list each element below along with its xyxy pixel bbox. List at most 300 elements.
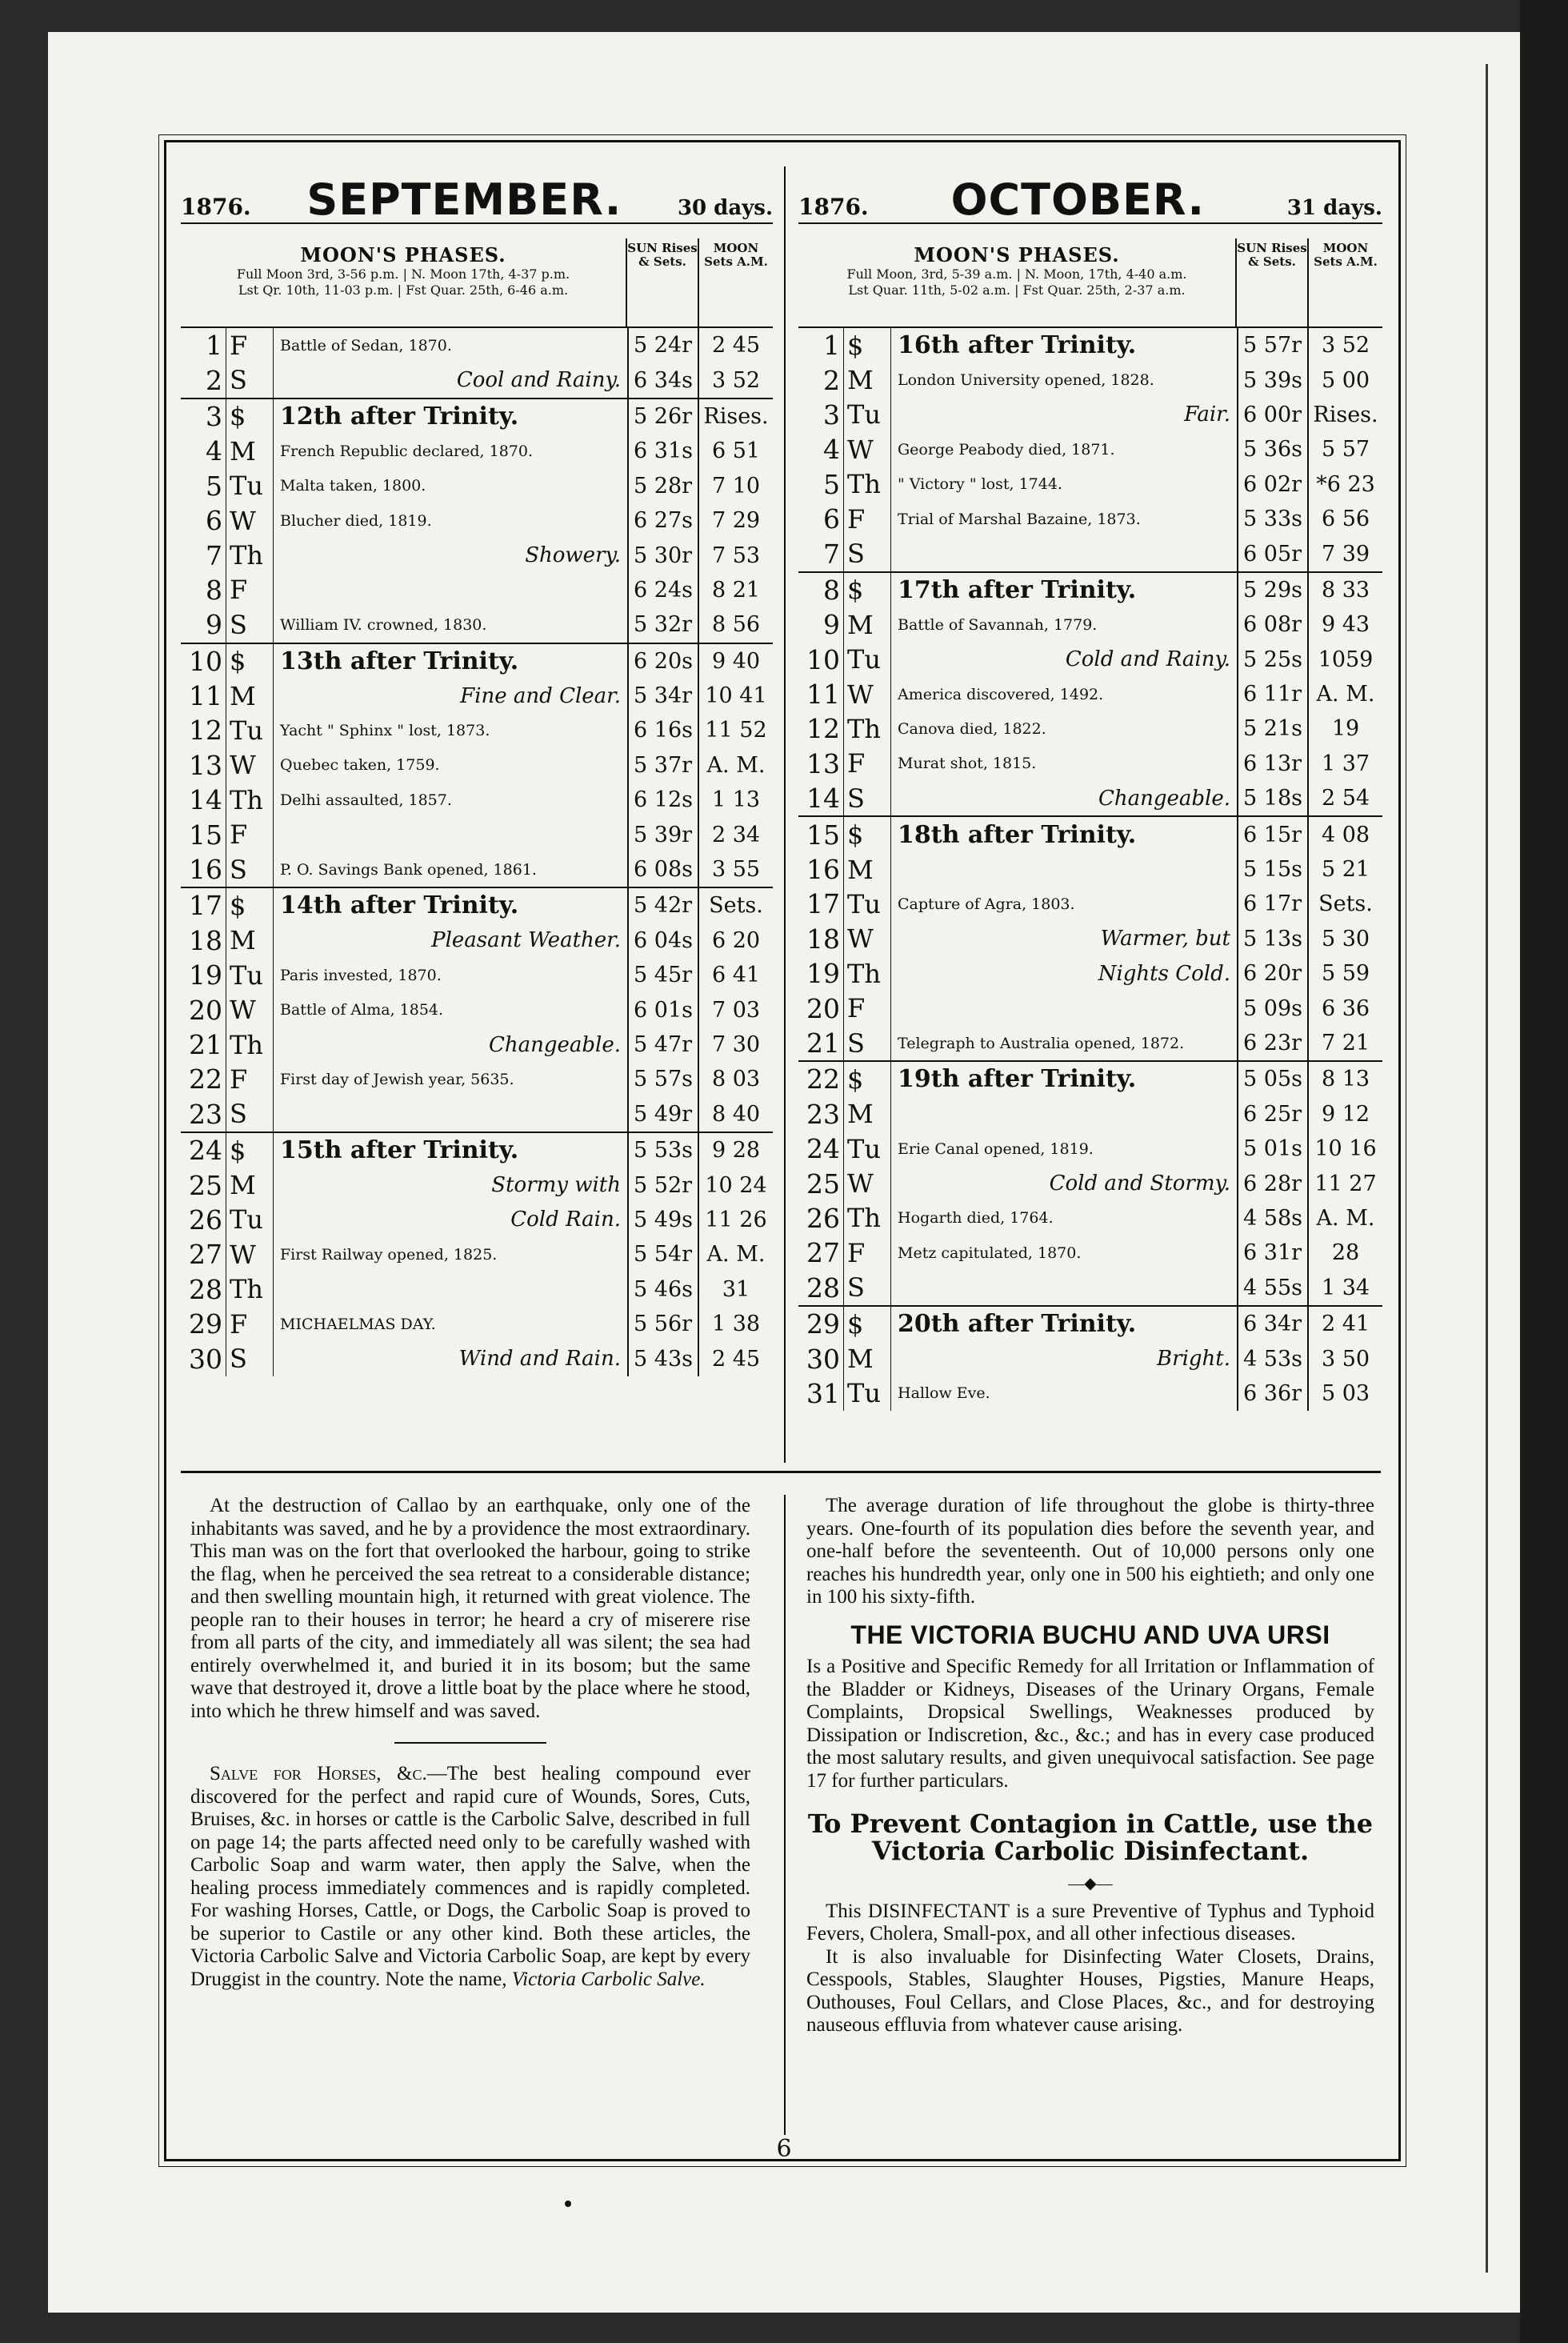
ink-speck: [565, 2201, 571, 2207]
sun-time: 5 30r: [627, 538, 698, 572]
sun-time: 5 13s: [1237, 922, 1307, 956]
callao-paragraph: At the destruction of Callao by an earthquake, only one of the inhabitants was saved, and he by a providence the most extraordinary. This man was on the fort that overlooked the harbour, going to strike the flag, when he perceived the sea retreat to a considerable distance; and then swelling mountain high, it returned with great violence. The people ran to their houses in terror; he heard a cry of miserere rise from all parts of the city, and immediately all was silent; the sea had entirely overwhelmed it, and buried it in its bosom; but the same wave that destroyed it, drove a little boat by the place where he stood, into which he threw himself and was saved.: [190, 1495, 750, 1722]
day-number: 25: [806, 1167, 840, 1200]
event-text: P. O. Savings Bank opened, 1861.: [273, 852, 627, 887]
day-number: 2: [206, 364, 222, 396]
event-text: Battle of Alma, 1854.: [273, 992, 627, 1027]
calendar-row: [798, 1341, 1382, 1376]
sun-time: 6 36r: [1237, 1376, 1307, 1411]
september-rows: [181, 328, 773, 1376]
day-number: 17: [806, 888, 840, 920]
calendar-row: [798, 1236, 1382, 1270]
moon-time: 8 33: [1307, 573, 1382, 607]
weekday: Th: [843, 467, 890, 502]
calendar-row: [181, 852, 773, 887]
sun-time: 6 34r: [1237, 1307, 1307, 1341]
day-number: 1: [823, 330, 840, 362]
sun-time: 5 33s: [1237, 502, 1307, 536]
sun-time: 6 20r: [1237, 956, 1307, 991]
day-number: 3: [206, 400, 222, 432]
calendar-row: [798, 571, 1382, 607]
moon-time: 5 30: [1307, 922, 1382, 956]
day-number: 22: [806, 1063, 840, 1095]
weekday: $: [843, 817, 890, 851]
weekday: S: [226, 1097, 273, 1131]
weekday: M: [843, 362, 890, 397]
event-text: Fair.: [890, 398, 1237, 432]
moon-time: 9 40: [698, 644, 773, 679]
weekday: M: [226, 434, 273, 468]
sun-time: 6 08r: [1237, 607, 1307, 642]
moon-time: 7 03: [698, 992, 773, 1027]
weekday: Tu: [843, 643, 890, 677]
moon-time: *6 23: [1307, 467, 1382, 502]
sun-time: 6 02r: [1237, 467, 1307, 502]
calendar-row: [798, 1305, 1382, 1341]
calendar-row: [798, 815, 1382, 851]
page-number: 6: [776, 2135, 792, 2163]
weekday: M: [226, 1167, 273, 1202]
event-text: [890, 991, 1237, 1025]
calendar-row: [798, 432, 1382, 467]
moon-time: 8 03: [698, 1062, 773, 1096]
event-text: 12th after Trinity.: [273, 399, 627, 434]
sun-column-header: SUN Rises & Sets.: [626, 238, 698, 326]
ornament: —◆—: [1068, 1875, 1113, 1892]
day-number: 29: [806, 1308, 840, 1340]
day-number: 31: [806, 1377, 840, 1409]
day-number: 24: [806, 1133, 840, 1165]
moon-time: 8 21: [698, 573, 773, 607]
weekday: M: [226, 679, 273, 713]
moon-time: 2 41: [1307, 1307, 1382, 1341]
weekday: F: [226, 328, 273, 362]
event-text: George Peabody died, 1871.: [890, 432, 1237, 467]
event-text: Canova died, 1822.: [890, 711, 1237, 746]
event-text: Cold and Rainy.: [890, 643, 1237, 677]
day-number: 28: [189, 1273, 222, 1305]
day-number: 20: [189, 994, 222, 1026]
sun-time: 5 29s: [1237, 573, 1307, 607]
day-number: 25: [189, 1169, 222, 1201]
weekday: Th: [843, 956, 890, 991]
event-text: Bright.: [890, 1341, 1237, 1376]
moon-time: 11 52: [698, 713, 773, 747]
month-days: 30 days.: [677, 196, 773, 220]
calendar-row: [181, 958, 773, 992]
day-number: 2: [823, 364, 840, 396]
weekday: $: [226, 399, 273, 434]
calendar-row: [798, 502, 1382, 536]
weekday: Th: [226, 1027, 273, 1062]
weekday: Th: [226, 538, 273, 572]
day-number: 27: [806, 1237, 840, 1269]
sun-time: 5 46s: [627, 1272, 698, 1307]
moon-time: Sets.: [698, 888, 773, 923]
month-header: [181, 174, 773, 224]
weekday: S: [843, 781, 890, 815]
sun-time: 5 28r: [627, 469, 698, 503]
day-number: 10: [189, 645, 222, 677]
calendar-row: [181, 469, 773, 503]
sun-time: 5 39s: [1237, 362, 1307, 397]
event-text: Changeable.: [890, 781, 1237, 815]
sun-time: 6 08s: [627, 852, 698, 887]
event-text: [273, 1272, 627, 1307]
calendar-row: [181, 748, 773, 783]
day-number: 15: [189, 819, 222, 851]
event-text: Showery.: [273, 538, 627, 572]
day-number: 27: [189, 1239, 222, 1271]
day-number: 10: [806, 643, 840, 675]
event-text: Battle of Sedan, 1870.: [273, 328, 627, 362]
calendar-row: [181, 1027, 773, 1062]
moon-column-header: MOON Sets A.M.: [1307, 238, 1382, 326]
calendar-row: [798, 747, 1382, 781]
day-number: 23: [189, 1098, 222, 1130]
weekday: W: [843, 677, 890, 711]
event-text: First Railway opened, 1825.: [273, 1237, 627, 1272]
moon-time: 5 03: [1307, 1376, 1382, 1411]
day-number: 16: [806, 854, 840, 886]
day-number: 19: [189, 959, 222, 991]
day-number: 24: [189, 1135, 222, 1167]
weekday: Tu: [226, 1203, 273, 1237]
sun-time: 6 04s: [627, 923, 698, 958]
weekday: Th: [843, 711, 890, 746]
calendar-row: [181, 1341, 773, 1376]
day-number: 5: [823, 468, 840, 500]
month-title: OCTOBER.: [950, 174, 1206, 225]
weekday: Tu: [843, 887, 890, 921]
event-text: America discovered, 1492.: [890, 677, 1237, 711]
event-text: Malta taken, 1800.: [273, 469, 627, 503]
calendar-row: [181, 992, 773, 1027]
sun-time: 6 28r: [1237, 1166, 1307, 1200]
moon-time: 1 37: [1307, 747, 1382, 781]
sun-time: 6 27s: [627, 503, 698, 538]
moon-time: 7 39: [1307, 536, 1382, 571]
section-rule: [181, 1471, 1381, 1473]
calendar-frame: [164, 140, 1401, 2161]
day-number: 18: [189, 924, 222, 956]
weekday: W: [226, 1237, 273, 1272]
event-text: 19th after Trinity.: [890, 1062, 1237, 1096]
calendar-row: [181, 328, 773, 362]
sun-time: 5 26r: [627, 399, 698, 434]
calendar-row: [798, 362, 1382, 397]
calendar-row: [181, 1131, 773, 1167]
event-text: Changeable.: [273, 1027, 627, 1062]
sun-time: 5 49r: [627, 1097, 698, 1131]
weekday: S: [843, 1026, 890, 1060]
sun-time: 5 01s: [1237, 1131, 1307, 1166]
weekday: Tu: [843, 1376, 890, 1411]
day-number: 21: [806, 1027, 840, 1059]
weekday: S: [226, 852, 273, 887]
sun-time: 5 39r: [627, 817, 698, 851]
weekday: $: [226, 1133, 273, 1167]
phases-line: Lst Qr. 10th, 11-03 p.m. | Fst Quar. 25th, 6-46 a.m.: [238, 282, 569, 298]
disinfectant-paragraph: This DISINFECTANT is a sure Preventive of Typhus and Typhoid Fevers, Cholera, Small-pox, and all other infectious diseases.: [806, 1900, 1374, 1944]
sun-time: 5 09s: [1237, 991, 1307, 1025]
weekday: Th: [226, 1272, 273, 1307]
moon-time: 6 20: [698, 923, 773, 958]
event-text: Quebec taken, 1759.: [273, 748, 627, 783]
event-text: Metz capitulated, 1870.: [890, 1236, 1237, 1270]
salve-body: —The best healing compound ever discovered for the perfect and rapid cure of Wounds, Sores, Cuts, Bruises, &c. in horses or cattle is the Carbolic Salve, described in full on page 14; the parts affected need only to be carefully washed with Carbolic Soap and warm water, then apply the Salve, when the healing process immediately commences and is rapidly completed. For washing Horses, Cattle, or Dogs, the Carbolic Soap is proved to be superior to Castile or any other kind. Both these articles, the Victoria Carbolic Salve and Victoria Carbolic Soap, are kept by every Druggist in the country. Note the name,: [190, 1763, 750, 1990]
sun-time: 6 15r: [1237, 817, 1307, 851]
sun-time: 5 52r: [627, 1167, 698, 1202]
weekday: W: [843, 1166, 890, 1200]
weekday: F: [226, 1062, 273, 1096]
moon-time: Sets.: [1307, 887, 1382, 921]
moon-time: 10 16: [1307, 1131, 1382, 1166]
moon-time: 5 00: [1307, 362, 1382, 397]
day-number: 3: [823, 399, 840, 431]
sun-time: 6 31r: [1237, 1236, 1307, 1270]
moon-time: 7 10: [698, 469, 773, 503]
event-text: Hallow Eve.: [890, 1376, 1237, 1411]
event-text: Trial of Marshal Bazaine, 1873.: [890, 502, 1237, 536]
october-calendar: [798, 174, 1382, 1411]
calendar-row: [181, 1307, 773, 1341]
moon-time: 1 34: [1307, 1271, 1382, 1305]
weekday: Tu: [226, 713, 273, 747]
weekday: $: [226, 888, 273, 923]
weekday: S: [226, 362, 273, 397]
calendar-row: [798, 607, 1382, 642]
day-number: 7: [206, 539, 222, 571]
sun-time: 5 42r: [627, 888, 698, 923]
moon-column-header: MOON Sets A.M.: [698, 238, 773, 326]
event-text: Capture of Agra, 1803.: [890, 887, 1237, 921]
event-text: Stormy with: [273, 1167, 627, 1202]
day-number: 20: [806, 992, 840, 1024]
event-text: Cool and Rainy.: [273, 362, 627, 397]
day-number: 13: [189, 749, 222, 781]
calendar-row: [798, 781, 1382, 815]
moon-time: 7 29: [698, 503, 773, 538]
calendar-row: [798, 536, 1382, 571]
day-number: 13: [806, 747, 840, 779]
moon-time: 10 24: [698, 1167, 773, 1202]
moon-time: 31: [698, 1272, 773, 1307]
calendar-row: [798, 1271, 1382, 1305]
moon-time: 4 08: [1307, 817, 1382, 851]
weekday: Th: [843, 1201, 890, 1236]
calendar-row: [798, 956, 1382, 991]
text-divider: [784, 1495, 786, 2135]
sun-time: 5 34r: [627, 679, 698, 713]
salve-heading: Salve for Horses, &c.: [210, 1763, 427, 1784]
victoria-paragraph: Is a Positive and Specific Remedy for all Irritation or Inflammation of the Bladder or Kidneys, Diseases of the Urinary Organs, Female Complaints, Dropsical Swellings, Weaknesses produced by Dissipation or Indiscretion, &c., &c.; and has in every case produced the most salutary results, and given unequivocal satisfaction. See page 17 for further particulars.: [806, 1656, 1374, 1792]
salve-paragraph: [190, 1763, 750, 1991]
weekday: S: [843, 536, 890, 571]
moon-time: 9 28: [698, 1133, 773, 1167]
event-text: [890, 1271, 1237, 1305]
calendar-row: [798, 467, 1382, 502]
weekday: M: [843, 607, 890, 642]
day-number: 26: [806, 1202, 840, 1234]
sun-time: 5 56r: [627, 1307, 698, 1341]
event-text: Nights Cold.: [890, 956, 1237, 991]
calendar-row: [798, 887, 1382, 921]
weekday: W: [843, 922, 890, 956]
event-text: Erie Canal opened, 1819.: [890, 1131, 1237, 1166]
sun-time: 6 00r: [1237, 398, 1307, 432]
calendar-row: [798, 991, 1382, 1025]
day-number: 9: [823, 609, 840, 641]
calendar-row: [181, 1237, 773, 1272]
month-title: SEPTEMBER.: [306, 174, 622, 225]
calendar-row: [181, 434, 773, 468]
sun-time: 6 31s: [627, 434, 698, 468]
calendar-row: [798, 1201, 1382, 1236]
event-text: Wind and Rain.: [273, 1341, 627, 1376]
sun-time: 5 45r: [627, 958, 698, 992]
phases-title: MOON'S PHASES.: [914, 243, 1120, 266]
calendar-row: [181, 783, 773, 817]
event-text: Warmer, but: [890, 922, 1237, 956]
sun-time: 5 53s: [627, 1133, 698, 1167]
moon-time: 10 41: [698, 679, 773, 713]
moon-time: 1 13: [698, 783, 773, 817]
moon-time: 5 57: [1307, 432, 1382, 467]
weekday: $: [843, 328, 890, 362]
calendar-row: [181, 503, 773, 538]
event-text: Paris invested, 1870.: [273, 958, 627, 992]
event-text: " Victory " lost, 1744.: [890, 467, 1237, 502]
calendar-row: [181, 607, 773, 642]
event-text: [890, 1097, 1237, 1131]
day-number: 12: [806, 713, 840, 745]
moon-time: Rises.: [698, 399, 773, 434]
weekday: W: [843, 432, 890, 467]
day-number: 4: [823, 434, 840, 466]
event-text: 14th after Trinity.: [273, 888, 627, 923]
calendar-row: [798, 1097, 1382, 1131]
calendar-row: [181, 713, 773, 747]
event-text: [273, 573, 627, 607]
moon-phases-header: [181, 238, 773, 328]
moon-time: 2 45: [698, 328, 773, 362]
moon-time: 9 43: [1307, 607, 1382, 642]
weekday: F: [843, 991, 890, 1025]
day-number: 26: [189, 1204, 222, 1236]
weekday: Tu: [843, 398, 890, 432]
disinfectant-paragraph: It is also invaluable for Disinfecting Water Closets, Drains, Cesspools, Stables, Slaughter Houses, Pigsties, Manure Heaps, Outhouses, Foul Cellars, and Close Places, &c., and for destroying nauseous effluvia from whatever cause arising.: [806, 1945, 1374, 2036]
sun-time: 5 49s: [627, 1203, 698, 1237]
moon-time: 2 54: [1307, 781, 1382, 815]
calendar-row: [181, 538, 773, 572]
event-text: William IV. crowned, 1830.: [273, 607, 627, 642]
weekday: M: [843, 1341, 890, 1376]
event-text: First day of Jewish year, 5635.: [273, 1062, 627, 1096]
event-text: Blucher died, 1819.: [273, 503, 627, 538]
sun-time: 5 32r: [627, 607, 698, 642]
calendar-row: [798, 643, 1382, 677]
moon-time: 6 41: [698, 958, 773, 992]
sun-time: 4 53s: [1237, 1341, 1307, 1376]
moon-time: 1059: [1307, 643, 1382, 677]
weekday: S: [843, 1271, 890, 1305]
calendar-row: [798, 1060, 1382, 1096]
moon-time: 1 38: [698, 1307, 773, 1341]
event-text: French Republic declared, 1870.: [273, 434, 627, 468]
day-number: 6: [823, 503, 840, 535]
event-text: Battle of Savannah, 1779.: [890, 607, 1237, 642]
weekday: F: [843, 1236, 890, 1270]
day-number: 5: [206, 470, 222, 502]
moon-time: Rises.: [1307, 398, 1382, 432]
event-text: Fine and Clear.: [273, 679, 627, 713]
moon-time: A. M.: [1307, 1201, 1382, 1236]
sun-time: 5 15s: [1237, 852, 1307, 887]
moon-time: 3 55: [698, 852, 773, 887]
calendar-row: [181, 573, 773, 607]
moon-time: 3 52: [1307, 328, 1382, 362]
sun-time: 6 20s: [627, 644, 698, 679]
calendar-row: [181, 362, 773, 397]
calendar-row: [798, 1166, 1382, 1200]
sun-time: 5 05s: [1237, 1062, 1307, 1096]
calendar-row: [798, 1131, 1382, 1166]
day-number: 6: [206, 505, 222, 537]
moon-time: A. M.: [698, 748, 773, 783]
event-text: 17th after Trinity.: [890, 573, 1237, 607]
october-rows: [798, 328, 1382, 1411]
day-number: 19: [806, 958, 840, 990]
sun-column-header: SUN Rises & Sets.: [1235, 238, 1307, 326]
calendar-row: [181, 398, 773, 434]
event-text: Murat shot, 1815.: [890, 747, 1237, 781]
event-text: [273, 817, 627, 851]
calendar-row: [798, 1376, 1382, 1411]
event-text: 20th after Trinity.: [890, 1307, 1237, 1341]
weekday: Tu: [226, 958, 273, 992]
calendar-row: [181, 1272, 773, 1307]
weekday: F: [226, 1307, 273, 1341]
event-text: 18th after Trinity.: [890, 817, 1237, 851]
short-rule: [394, 1742, 546, 1744]
moon-time: 9 12: [1307, 1097, 1382, 1131]
calendar-row: [798, 711, 1382, 746]
day-number: 22: [189, 1063, 222, 1095]
moon-phases-header: [798, 238, 1382, 328]
sun-time: 5 36s: [1237, 432, 1307, 467]
day-number: 14: [189, 784, 222, 816]
moon-time: 2 34: [698, 817, 773, 851]
weekday: M: [843, 1097, 890, 1131]
day-number: 11: [189, 680, 222, 712]
sun-time: 5 57s: [627, 1062, 698, 1096]
weekday: W: [226, 748, 273, 783]
phases-line: Lst Quar. 11th, 5-02 a.m. | Fst Quar. 25th, 2-37 a.m.: [848, 282, 1186, 298]
event-text: Cold and Stormy.: [890, 1166, 1237, 1200]
calendar-row: [181, 817, 773, 851]
moon-time: A. M.: [1307, 677, 1382, 711]
moon-time: 11 27: [1307, 1166, 1382, 1200]
weekday: M: [226, 923, 273, 958]
sun-time: 6 24s: [627, 573, 698, 607]
sun-time: 6 05r: [1237, 536, 1307, 571]
day-number: 11: [806, 679, 840, 711]
salve-name: Victoria Carbolic Salve.: [511, 1968, 706, 1990]
event-text: London University opened, 1828.: [890, 362, 1237, 397]
month-days: 31 days.: [1286, 196, 1382, 220]
weekday: Th: [226, 783, 273, 817]
